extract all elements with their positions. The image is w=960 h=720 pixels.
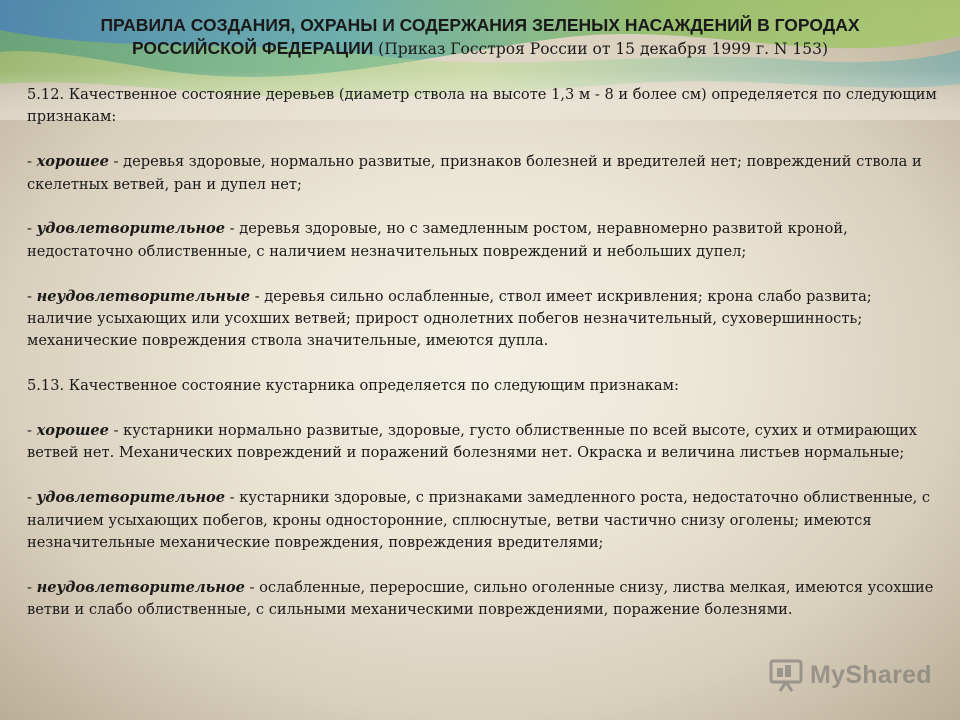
tree-item-good-term: хорошее bbox=[36, 153, 109, 171]
tree-item-unsatisfactory-prefix: - bbox=[27, 287, 37, 305]
shrub-item-good bbox=[27, 420, 941, 465]
shrub-item-unsatisfactory-prefix: - bbox=[27, 578, 37, 596]
shrub-item-unsatisfactory-term: неудовлетворительное bbox=[36, 578, 245, 596]
shrub-item-satisfactory-prefix: - bbox=[27, 489, 37, 507]
section-513-intro: 5.13. Качественное состояние кустарника определяется по следующим признакам: bbox=[27, 377, 679, 395]
tree-item-good-text: - деревья здоровые, нормально развитые, признаков болезней и вредителей нет; повреждений ствола и скелетных ветвей, ран и дупел нет; bbox=[27, 153, 922, 193]
slide-body bbox=[27, 84, 941, 622]
shrub-item-satisfactory bbox=[27, 487, 941, 554]
myshared-watermark bbox=[768, 655, 932, 695]
tree-item-unsatisfactory bbox=[27, 286, 941, 353]
tree-item-satisfactory bbox=[27, 218, 941, 263]
tree-item-unsatisfactory-term: неудовлетворительные bbox=[36, 287, 251, 305]
tree-item-satisfactory-prefix: - bbox=[27, 220, 37, 238]
tree-item-unsatisfactory-text: - деревья сильно ослабленные, ствол имеет искривления; крона слабо развита; наличие усыхающих или усохших ветвей; прирост однолетних побегов незначительный, суховершинность; механические повреждения ствола значительные, имеются дупла. bbox=[27, 287, 872, 350]
presentation-board-icon bbox=[768, 657, 804, 693]
title-sub: (Приказ Госстроя России от 15 декабря 1999 г. N 153) bbox=[378, 40, 829, 58]
shrub-item-satisfactory-term: удовлетворительное bbox=[36, 489, 226, 507]
shrub-item-good-term: хорошее bbox=[36, 422, 109, 440]
shrub-item-unsatisfactory bbox=[27, 577, 941, 622]
tree-item-satisfactory-term: удовлетворительное bbox=[36, 220, 226, 238]
tree-item-good bbox=[27, 151, 941, 196]
tree-item-good-prefix: - bbox=[27, 153, 37, 171]
tree-item-satisfactory-text: - деревья здоровые, но с замедленным ростом, неравномерно развитой кроной, недостаточно облиственные, с наличием незначительных повреждений и небольших дупел; bbox=[27, 220, 848, 260]
slide-title bbox=[40, 14, 920, 61]
section-512-intro: 5.12. Качественное состояние деревьев (диаметр ствола на высоте 1,3 м - 8 и более см) определяется по следующим признакам: bbox=[27, 86, 937, 126]
shrub-item-satisfactory-text: - кустарники здоровые, с признаками замедленного роста, недостаточно облиственные, с наличием усыхающих побегов, кроны односторонние, сплюснутые, ветви частично снизу оголены; имеются незначительные механические повреждения, повреждения вредителями; bbox=[27, 489, 931, 552]
shrub-item-good-prefix: - bbox=[27, 422, 37, 440]
title-main: ПРАВИЛА СОЗДАНИЯ, ОХРАНЫ И СОДЕРЖАНИЯ ЗЕЛЕНЫХ НАСАЖДЕНИЙ В ГОРОДАХ РОССИЙСКОЙ ФЕДЕРАЦИИ bbox=[100, 15, 860, 58]
shrub-item-good-text: - кустарники нормально развитые, здоровые, густо облиственные по всей высоте, сухих и отмирающих ветвей нет. Механических повреждений и поражений болезнями нет. Окраска и величина листьев нормальные; bbox=[27, 422, 917, 462]
watermark-text: MyShared bbox=[810, 660, 932, 689]
shrub-item-unsatisfactory-text: - ослабленные, переросшие, сильно оголенные снизу, листва мелкая, имеются усохшие ветви и слабо облиственные, с сильными механическими повреждениями, поражение болезнями. bbox=[27, 578, 934, 619]
